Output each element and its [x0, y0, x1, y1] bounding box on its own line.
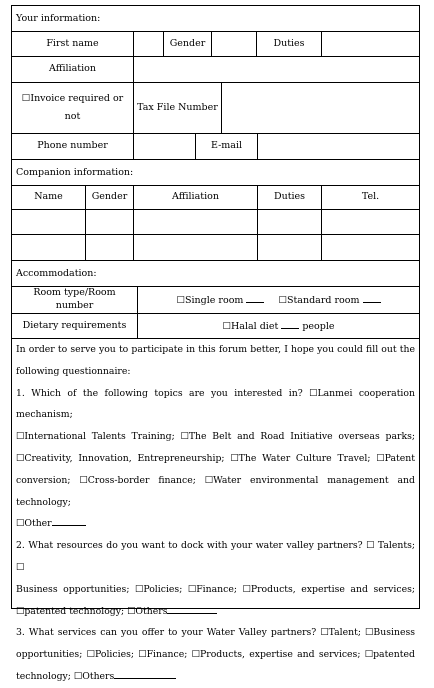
- your-info-heading-text: Your information:: [16, 13, 101, 24]
- companion-header-row: [12, 186, 419, 210]
- q2-others-blank[interactable]: [167, 604, 217, 614]
- q1-other[interactable]: [16, 513, 415, 535]
- companion-col-affiliation: Affiliation: [134, 186, 258, 209]
- halal-diet-label: ☐Halal diet: [222, 320, 279, 332]
- dietary-options: [138, 314, 419, 338]
- companion-affiliation-field[interactable]: [134, 210, 258, 234]
- companion-tel-field[interactable]: [322, 210, 419, 234]
- halal-diet-checkbox[interactable]: [222, 319, 334, 334]
- phone-label: Phone number: [12, 134, 134, 159]
- duties-label: Duties: [257, 32, 322, 56]
- email-label: E-mail: [196, 134, 258, 159]
- companion-affiliation-field[interactable]: [134, 235, 258, 260]
- companion-row: [12, 210, 419, 235]
- people-label: people: [302, 320, 335, 332]
- q1-other-label: ☐Other: [16, 518, 52, 530]
- q3-others[interactable]: [16, 666, 415, 688]
- companion-name-field[interactable]: [12, 210, 86, 234]
- email-field[interactable]: [258, 134, 419, 159]
- companion-col-duties: Duties: [258, 186, 322, 209]
- q3-others-blank[interactable]: [114, 669, 176, 679]
- companion-gender-field[interactable]: [86, 210, 134, 234]
- single-room-blank[interactable]: [246, 293, 264, 303]
- q3-line-2: opportunities; ☐Policies; ☐Finance; ☐Products, expertise and services; ☐patented: [16, 649, 415, 661]
- companion-col-name: Name: [12, 186, 86, 209]
- invoice-row: [12, 83, 419, 134]
- duties-field[interactable]: [322, 32, 419, 56]
- companion-col-tel: Tel.: [361, 191, 380, 203]
- halal-people-blank[interactable]: [281, 319, 299, 329]
- companion-name-field[interactable]: [12, 235, 86, 260]
- affiliation-label: Affiliation: [12, 57, 134, 82]
- companion-duties-field[interactable]: [258, 235, 322, 260]
- companion-row: [12, 235, 419, 261]
- gender-field[interactable]: [212, 32, 257, 56]
- dietary-label: Dietary requirements: [12, 314, 138, 338]
- q3-others-label: technology; ☐Others: [16, 670, 115, 682]
- affiliation-field[interactable]: [134, 57, 419, 82]
- q2-others[interactable]: [16, 601, 415, 623]
- invoice-checkbox[interactable]: [12, 83, 134, 133]
- invoice-label-2: not: [64, 110, 81, 122]
- room-options: [138, 287, 419, 313]
- q2-others-label: ☐patented technology; ☐Others: [16, 605, 168, 617]
- first-name-field[interactable]: [134, 32, 164, 56]
- gender-label: Gender: [164, 32, 212, 56]
- affiliation-row: [12, 57, 419, 83]
- q2-line-2: Business opportunities; ☐Policies; ☐Finance; ☐Products, expertise and services;: [16, 583, 415, 595]
- companion-gender-field[interactable]: [86, 235, 134, 260]
- q1-line-4: conversion; ☐Cross-border finance; ☐Water environmental management and technology;: [16, 474, 415, 508]
- single-room-label: ☐Single room: [176, 294, 244, 306]
- single-room-checkbox[interactable]: [176, 293, 264, 308]
- companion-heading-text: Companion information:: [16, 167, 134, 178]
- q3-line-1: 3. What services can you offer to your Water Valley partners? ☐Talent; ☐Business: [16, 627, 415, 639]
- companion-duties-field[interactable]: [258, 210, 322, 234]
- accommodation-heading-text: Accommodation:: [16, 268, 97, 279]
- q1-line-3: ☐Creativity, Innovation, Entrepreneurship; ☐The Water Culture Travel; ☐Patent: [16, 452, 415, 464]
- q1-other-blank[interactable]: [52, 516, 86, 526]
- name-row: [12, 32, 419, 57]
- q1-line-1: 1. Which of the following topics are you interested in? ☐Lanmei cooperation mechanism;: [16, 387, 415, 421]
- phone-row: [12, 134, 419, 160]
- room-type-label: Room type/Room number: [12, 287, 138, 313]
- questionnaire-intro-2: following questionnaire:: [16, 365, 131, 377]
- companion-col-gender: Gender: [86, 186, 134, 209]
- standard-room-label: ☐Standard room: [278, 294, 360, 306]
- phone-field[interactable]: [134, 134, 196, 159]
- standard-room-blank[interactable]: [363, 293, 381, 303]
- tax-file-field[interactable]: [222, 83, 419, 133]
- q1-line-2: ☐International Talents Training; ☐The Belt and Road Initiative overseas parks;: [16, 431, 415, 443]
- dietary-row: [12, 314, 419, 339]
- companion-tel-field[interactable]: [322, 235, 419, 260]
- tax-file-label: Tax File Number: [134, 83, 222, 133]
- first-name-label: First name: [12, 32, 134, 56]
- q2-line-1: 2. What resources do you want to dock with your water valley partners? ☐ Talents; ☐: [16, 540, 415, 573]
- questionnaire: [16, 339, 415, 688]
- questionnaire-intro-1: In order to serve you to participate in this forum better, I hope you could fill out the: [16, 344, 415, 355]
- room-row: [12, 287, 419, 314]
- registration-form: [11, 5, 420, 682]
- your-info-heading: [12, 6, 419, 32]
- invoice-label-1: ☐Invoice required or: [21, 92, 124, 104]
- accommodation-heading: [12, 261, 419, 287]
- standard-room-checkbox[interactable]: [278, 293, 380, 308]
- companion-heading: [12, 160, 419, 186]
